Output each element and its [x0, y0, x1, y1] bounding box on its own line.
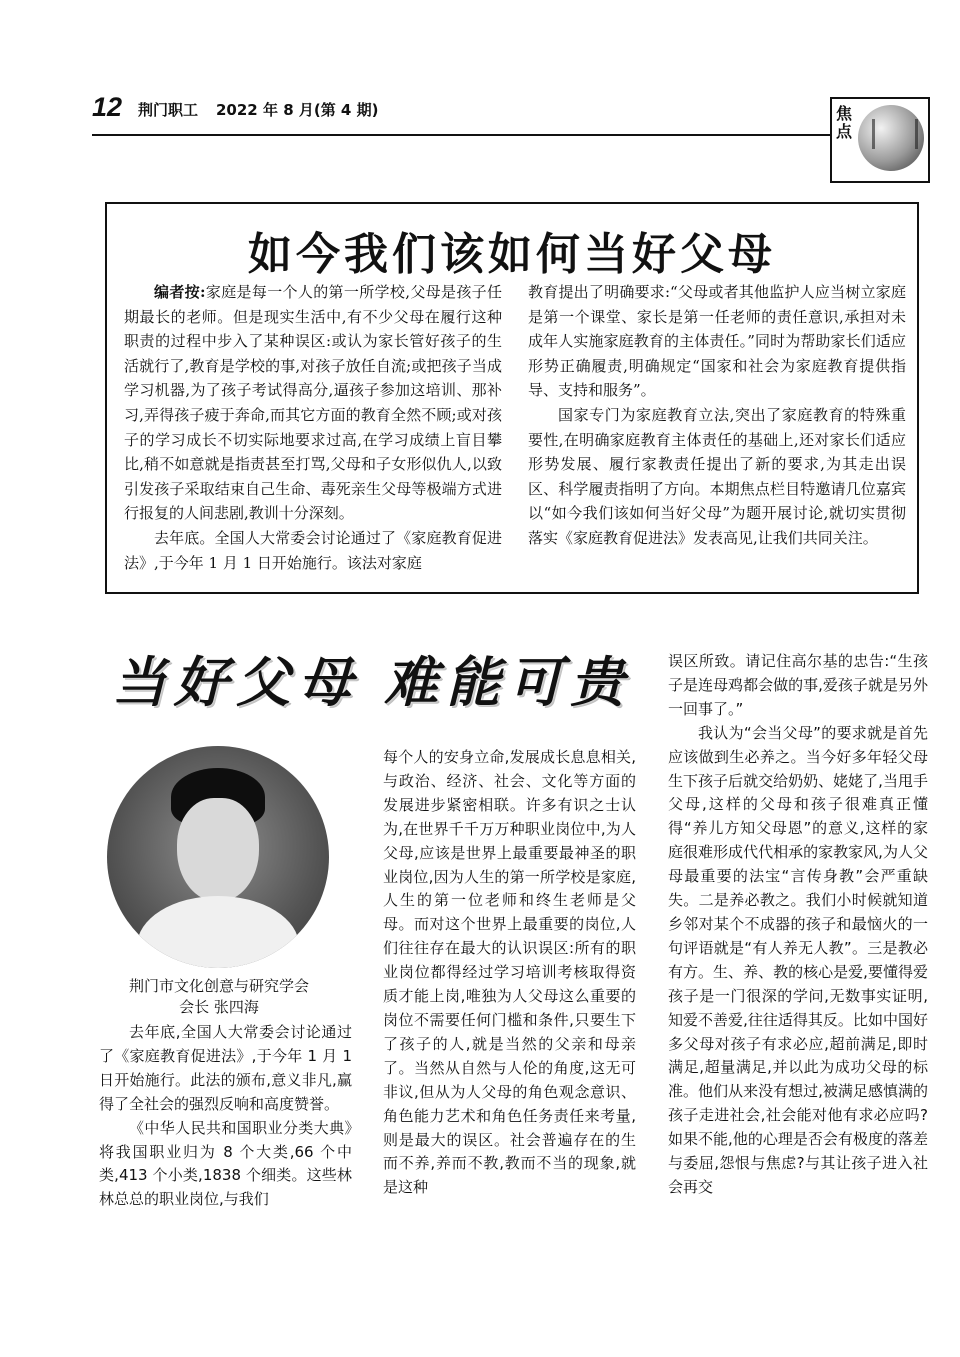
- article-column-1: [99, 1021, 352, 1212]
- editor-note-right-column: [528, 280, 906, 551]
- editor-note-paragraph: [124, 280, 502, 526]
- chart-bars-icon: [872, 119, 918, 149]
- editor-note-paragraph-2: 去年底。全国人大常委会讨论通过了《家庭教育促进法》,于今年 1 月 1 日开始施行。该法对家庭: [124, 528, 502, 572]
- author-name-title: 会长 张四海: [179, 998, 259, 1016]
- photo-face: [177, 798, 259, 902]
- magazine-name: 荆门职工: [138, 101, 199, 119]
- article-paragraph: 我认为“会当父母”的要求就是首先应该做到生必养之。当今好多年轻父母生下孩子后就交给奶奶、姥姥了,当甩手父母,这样的父母和孩子很难真正懂得“养儿方知父母恩”的意义,这样的家庭很难形成代代相承的家教家风,为人父母最重要的法宝“言传身教”会严重缺失。二是养必教之。我们小时候就知道乡邻对某个不成器的孩子和最恼火的一句评语就是“有人养无人教”。三是教必有方。生、养、教的核心是爱,要懂得爱孩子是一门很深的学问,无数事实证明,知爱不善爱,往往适得其反。比如中国好多父母对孩子有求必应,超前满足,即时满足,超量满足,并以此为成功父母的标准。他们从来没有想过,被满足感慎满的孩子走进社会,社会能对他有求必应吗?如果不能,他的心理是否会有极度的落差与委屈,怨恨与焦虑?与其让孩子进入社会再交: [668, 723, 928, 1196]
- badge-char-2: 点: [836, 122, 853, 141]
- header-rule: [92, 134, 830, 136]
- page-number: 12: [92, 92, 123, 122]
- author-photo: [107, 746, 329, 968]
- main-title: 如今我们该如何当好父母: [248, 229, 776, 280]
- badge-char-1: 焦: [836, 104, 853, 123]
- article-column-2: [383, 746, 636, 1200]
- editor-note-text: 家庭是每一个人的第一所学校,父母是孩子任期最长的老师。但是现实生活中,有不少父母在履行这种职责的过程中步入了某种误区:或认为家长管好孩子的生活就行了,教育是学校的事,对孩子放任自流;或把孩子当成学习机器,为了孩子考试得高分,逼孩子参加这培训、那补习,弄得孩子疲于奔命,而其它方面的教育全然不顾;或对孩子的学习成长不切实际地要求过高,在学习成绩上盲目攀比,稍不如意就是指责甚至打骂,父母和子女形似仇人,以致引发孩子采取结束自己生命、毒死亲生父母等极端方式进行报复的人间悲剧,教训十分深刻。: [124, 283, 502, 523]
- editor-note-box: [105, 202, 919, 594]
- article-title: [112, 640, 632, 720]
- focus-section-badge: [830, 97, 930, 183]
- article-title-part-1: 当好父母: [112, 651, 360, 714]
- editor-note-label: 编者按:: [154, 283, 206, 301]
- article-paragraph: 《中华人民共和国职业分类大典》将我国职业归为 8 个大类,66 个中类,413 个小类,1838 个细类。这些林林总总的职业岗位,与我们: [99, 1118, 352, 1209]
- article-title-part-2: 难能可贵: [384, 651, 632, 714]
- page-header: [92, 92, 832, 132]
- article-paragraph: 误区所致。请记住高尔基的忠告:“生孩子是连母鸡都会做的事,爱孩子就是另外一回事了。”: [668, 652, 928, 718]
- photo-shirt: [137, 896, 299, 968]
- editor-note-paragraph-4: 国家专门为家庭教育立法,突出了家庭教育的特殊重要性,在明确家庭教育主体责任的基础上,还对家长们适应形势发展、履行家教责任提出了新的要求,为其走出误区、科学履责指明了方向。本期焦点栏目特邀请几位嘉宾以“如今我们该如何当好父母”为题开展讨论,就切实贯彻落实《家庭教育促进法》发表高见,让我们共同关注。: [528, 405, 906, 547]
- article-paragraph: 每个人的安身立命,发展成长息息相关,与政治、经济、社会、文化等方面的发展进步紧密相联。许多有识之士认为,在世界千千万万种职业岗位中,为人父母,应该是世界上最重要最神圣的职业岗位,因为人生的第一所学校是家庭,人生的第一位老师和终生老师是父母。而对这个世界上最重要的岗位,人们往往存在最大的认识误区:所有的职业岗位都得经过学习培训考核取得资质才能上岗,唯独为人父母这么重要的岗位不需要任何门槛和条件,只要生下了孩子的人,就是当然的父亲和母亲了。当然从自然与人伦的角度,这无可非议,但从为人父母的角色观念意识、角色能力艺术和角色任务责任来考量,则是最大的误区。社会普遍存在的生而不养,养而不教,教而不当的现象,就是这种: [383, 748, 636, 1197]
- editor-note-left-column: [124, 280, 502, 575]
- author-caption: [104, 976, 334, 1018]
- editor-note-paragraph-3: 教育提出了明确要求:“父母或者其他监护人应当树立家庭是第一个课堂、家长是第一任老师的责任意识,承担对未成年人实施家庭教育的主体责任。”同时为帮助家长们适应形势正确履责,明确规定“国家和社会为家庭教育提供指导、支持和服务”。: [528, 283, 906, 400]
- article-paragraph: 去年底,全国人大常委会讨论通过了《家庭教育促进法》,于今年 1 月 1 日开始施行。此法的颁布,意义非凡,赢得了全社会的强烈反响和高度赞誉。: [99, 1023, 352, 1113]
- article-column-3: [668, 650, 928, 1200]
- issue-date: 2022 年 8 月(第 4 期): [216, 101, 379, 119]
- author-organization: 荆门市文化创意与研究学会: [128, 977, 309, 995]
